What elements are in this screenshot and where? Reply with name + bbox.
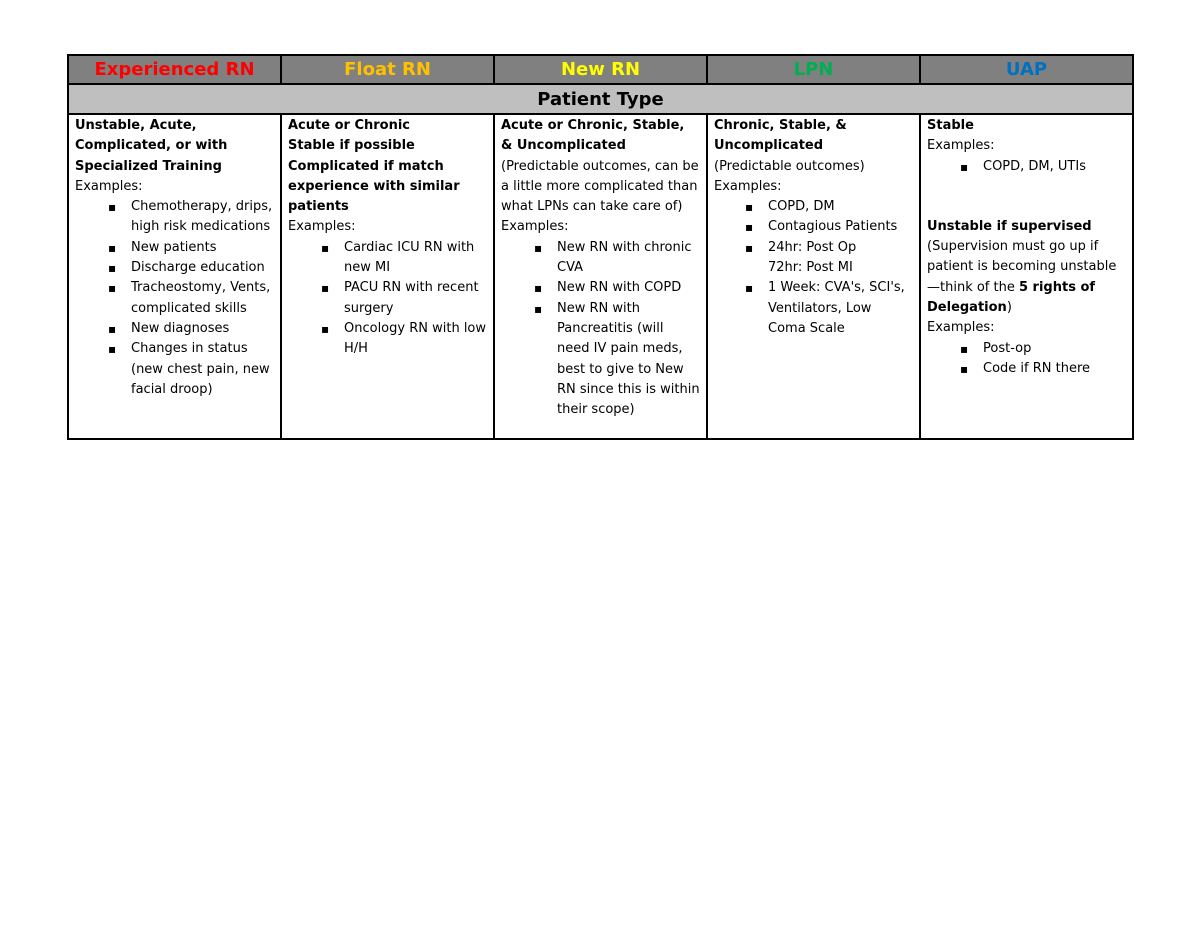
list-item: ▪ New diagnoses <box>131 319 274 339</box>
list-item: ▪ PACU RN with recent surgery <box>344 278 487 319</box>
cell-note: (Predictable outcomes) <box>714 158 865 174</box>
cell-lead: Acute or Chronic <box>288 118 411 133</box>
list-item: ▪ Chemotherapy, drips, high risk medications <box>131 197 274 238</box>
examples-label: Examples: <box>501 219 569 235</box>
title-row <box>68 84 1133 114</box>
cell-uap <box>920 114 1133 439</box>
examples-label: Examples: <box>927 320 995 336</box>
cell-float-rn <box>281 114 494 439</box>
cell-new-rn <box>494 114 707 439</box>
examples-list <box>927 339 1126 380</box>
examples-list <box>75 197 274 400</box>
list-item <box>768 238 913 279</box>
list-item: ▪ New RN with chronic CVA <box>557 238 700 279</box>
examples-list <box>288 238 487 360</box>
list-item: ▪ Oncology RN with low H/H <box>344 319 487 360</box>
header-label: New RN <box>560 59 641 80</box>
cell-experienced-rn <box>68 114 281 439</box>
list-item-text: 24hr: Post Op 72hr: Post MI <box>768 239 857 276</box>
header-uap <box>920 55 1133 84</box>
list-item: ▪ Post-op <box>983 339 1126 359</box>
cell-lpn <box>707 114 920 439</box>
examples-list <box>927 157 1126 177</box>
patient-type-title: Patient Type <box>68 84 1133 114</box>
cell-note-text: (Supervision must go up if patient is becoming unstable—think of the <box>927 239 1117 295</box>
cell-lead: Acute or Chronic, Stable, & Uncomplicated <box>501 118 685 154</box>
header-label: Float RN <box>344 59 431 80</box>
spacer <box>927 177 1126 217</box>
list-item: ▪ New patients <box>131 238 274 258</box>
examples-label: Examples: <box>927 138 995 154</box>
header-label: UAP <box>1005 59 1048 80</box>
examples-list <box>714 197 913 339</box>
list-item: ▪ Discharge education <box>131 258 274 278</box>
content-row <box>68 114 1133 439</box>
delegation-rights-text: 5 rights of Delegation <box>927 279 1096 316</box>
header-row <box>68 55 1133 84</box>
cell-note <box>927 237 1126 318</box>
list-item: ▪ COPD, DM <box>768 197 913 217</box>
header-label: Experienced RN <box>94 59 255 80</box>
delegation-table <box>67 54 1134 440</box>
list-item: ▪ 1 Week: CVA's, SCI's, Ventilators, Low Coma Scale <box>768 278 913 339</box>
list-item: ▪ New RN with Pancreatitis (will need IV pain meds, best to give to New RN since this is within their scope) <box>557 299 700 421</box>
cell-lead: Complicated if match experience with similar patients <box>288 158 460 215</box>
examples-label: Examples: <box>75 178 143 194</box>
header-experienced-rn <box>68 55 281 84</box>
header-new-rn <box>494 55 707 84</box>
cell-lead: Stable if possible <box>288 138 415 154</box>
cell-lead: Unstable if supervised <box>927 218 1092 234</box>
list-item: ▪ COPD, DM, UTIs <box>983 157 1126 177</box>
list-item: ▪ New RN with COPD <box>557 278 700 298</box>
examples-label: Examples: <box>714 178 782 194</box>
list-item: ▪ Code if RN there <box>983 359 1126 379</box>
cell-lead: Chronic, Stable, & Uncomplicated <box>714 118 847 154</box>
list-item: ▪ Changes in status (new chest pain, new facial droop) <box>131 339 274 400</box>
header-lpn <box>707 55 920 84</box>
examples-list <box>501 238 700 421</box>
cell-lead: Unstable, Acute, Complicated, or with Specialized Training <box>75 118 228 174</box>
cell-note-text: ) <box>1006 300 1012 316</box>
header-float-rn <box>281 55 494 84</box>
cell-note: (Predictable outcomes, can be a little more complicated than what LPNs can take care of) <box>501 158 699 215</box>
list-item: ▪ Tracheostomy, Vents, complicated skills <box>131 278 274 319</box>
list-item: ▪ Cardiac ICU RN with new MI <box>344 238 487 279</box>
header-label: LPN <box>793 59 834 80</box>
list-item: ▪ Contagious Patients <box>768 217 913 237</box>
cell-lead: Stable <box>927 118 974 133</box>
examples-label: Examples: <box>288 219 356 235</box>
